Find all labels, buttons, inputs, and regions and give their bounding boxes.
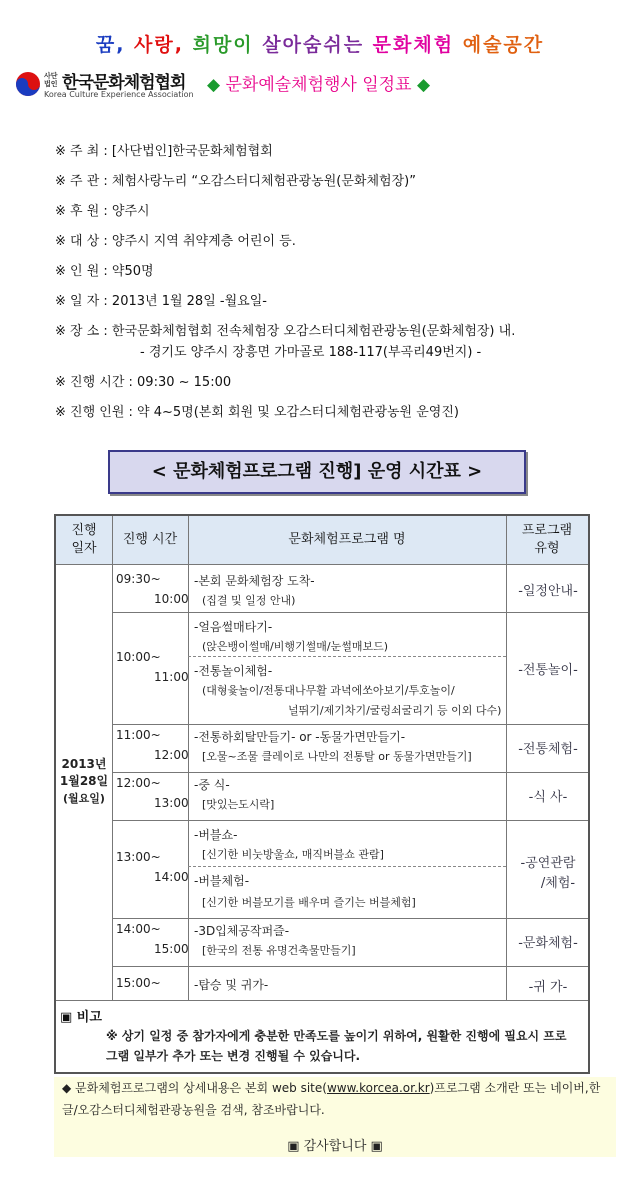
event-date: 2013년 1월28일 (월요일)	[59, 756, 109, 805]
thanks-text: ▣ 감사합니다 ▣	[287, 1139, 383, 1154]
slogan-part: 살아숨쉬는	[253, 34, 365, 56]
header-program: 문화체험프로그램 명	[188, 516, 506, 564]
website-link[interactable]: www.korcea.or.kr	[326, 1081, 430, 1095]
logo-english: Korea Culture Experience Association	[44, 90, 194, 99]
page-title: ◆ 문화예술체험행사 일정표 ◆	[207, 75, 431, 95]
header-type: 프로그램 유형	[506, 516, 588, 564]
info-date: ※ 일 자 : 2013년 1월 28일 -월요일-	[55, 294, 267, 309]
taegeuk-logo-icon	[14, 70, 42, 98]
logo-small-text: 사단 법인	[44, 72, 58, 88]
diamond-icon: ◆	[62, 1081, 72, 1095]
diamond-icon: ◆	[416, 75, 431, 95]
info-sponsor: ※ 후 원 : 양주시	[55, 204, 150, 219]
slogan-part: 희망이	[183, 34, 254, 56]
schedule-table: 진행 일자 진행 시간 문화체험프로그램 명 프로그램 유형 2013년 1월28일 (월요일) 09:30~ 10:00 -본회 문화체험장 도착- (집결 및 일정 안내) -일정안내- 10:00~ 11:00 -얼음썰매타기- (앉은뱅이썰매/비행기썰매/눈썰매보드) -전통놀이체험- (대형윷놀이/전통대나무활 과녁에쏘아보기/투호놀이/ 널뛰기/제기차기/굴렁쇠굴리기 등 이외 다수) -전통놀이- 11:00~ 12:00 -전통하회탈만들기- or -동물가면만들기- [오물~조물 클레이로 나만의 전통탈 or 동물가면만들기] -전통체험- 12:00~ 13:00 -중 식- [맛있는도시락] -식 사- 13:00~ 14:00 -버블쇼- [신기한 비눗방울쇼, 매직버블쇼 관람] -버블체험- [신기한 버블모기를 배우며 즐기는 버블체험] -공연관람 /체험- 14:00~ 15:00 -3D입체공작퍼즐- [한국의 전통 유명건축물만들기] -문화체험- 15:00~ -탑승 및 귀가- -귀 가- ▣ 비고 ※ 상기 일정 중 참가자에게 충분한 만족도를 높이기 위하여, 원활한 진행에 필요시 프로그램 일부가 추가 또는 변경 진행될 수 있습니다.	[54, 514, 590, 1074]
info-target: ※ 대 상 : 양주시 지역 취약계층 어린이 등.	[55, 234, 296, 249]
slogan-part: 예술공간	[454, 34, 545, 56]
schedule-banner: < 문화체험프로그램 진행] 운영 시간표 >	[108, 450, 526, 494]
info-time: ※ 진행 시간 : 09:30 ~ 15:00	[55, 375, 232, 390]
info-count: ※ 인 원 : 약50명	[55, 264, 154, 279]
header-date: 진행 일자	[56, 516, 112, 564]
logo-name: 한국문화체험협회	[62, 73, 186, 93]
remarks-text: ※ 상기 일정 중 참가자에게 충분한 만족도를 높이기 위하여, 원활한 진행에 필요시 프로그램 일부가 추가 또는 변경 진행될 수 있습니다.	[106, 1029, 567, 1063]
slogan	[0, 30, 640, 57]
remarks	[56, 1000, 588, 1072]
info-organizer: ※ 주 관 : 체험사랑누리 “오감스터디체험관광농원(문화체험장)”	[55, 174, 416, 189]
association-logo	[14, 64, 204, 104]
slogan-part: 사랑,	[125, 34, 184, 56]
footer-text: ◆ 문화체험프로그램의 상세내용은 본회 web site(www.korcea.or.kr)프로그램 소개란 또는 네이버,한글/오감스터디체험관광농원을 검색, 참조바랍니다.	[62, 1081, 601, 1117]
slogan-part: 꿈,	[95, 34, 126, 56]
info-address: - 경기도 양주시 장흥면 가마골로 188-117(부곡리49번지) -	[140, 345, 482, 360]
info-staff: ※ 진행 인원 : 약 4~5명(본회 회원 및 오감스터디체험관광농원 운영진)	[55, 405, 459, 420]
remarks-title: ▣ 비고	[60, 1010, 102, 1025]
header-time: 진행 시간	[112, 516, 188, 564]
diamond-icon: ◆	[207, 75, 221, 95]
info-place: ※ 장 소 : 한국문화체험협회 전속체험장 오감스터디체험관광농원(문화체험장) 내.	[55, 324, 516, 339]
slogan-part: 문화체험	[364, 34, 455, 56]
info-host: ※ 주 최 : [사단법인]한국문화체험협회	[55, 144, 273, 159]
footer-notice	[54, 1077, 616, 1157]
